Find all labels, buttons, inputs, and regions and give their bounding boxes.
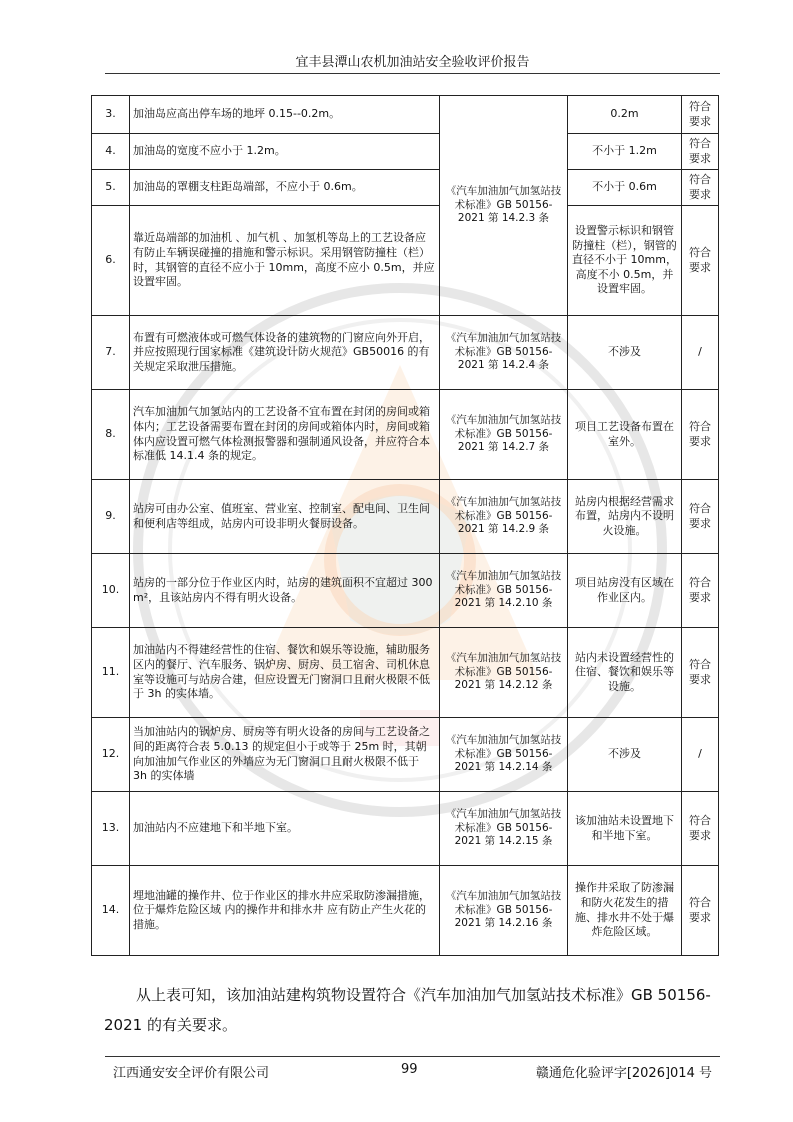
result-cell: 0.2m — [568, 96, 682, 134]
row-number: 6. — [92, 206, 130, 316]
row-number: 12. — [92, 718, 130, 792]
verdict-cell: 符合要求 — [682, 206, 719, 316]
page-header — [105, 51, 720, 74]
row-number: 9. — [92, 480, 130, 554]
requirement-cell: 站房可由办公室、值班室、营业室、控制室、配电间、卫生间和便利店等组成，站房内可设非明火餐厨设备。 — [130, 480, 440, 554]
row-number: 3. — [92, 96, 130, 134]
document-number: 赣通危化验评字[2026]014 号 — [535, 1066, 712, 1081]
verdict-cell: 符合要求 — [682, 134, 719, 170]
row-number: 11. — [92, 628, 130, 718]
result-cell: 项目工艺设备布置在室外。 — [568, 390, 682, 480]
result-cell: 不小于 1.2m — [568, 134, 682, 170]
verdict-cell: 符合要求 — [682, 480, 719, 554]
requirement-cell: 汽车加油加气加氢站内的工艺设备不宜布置在封闭的房间或箱体内；工艺设备需要布置在封闭的房间或箱体内时，房间或箱体内应设置可燃气体检测报警器和强制通风设备，并应符合本标准低 14.1.4 条的规定。 — [130, 390, 440, 480]
header-title: 宜丰县潭山农机加油站安全验收评价报告 — [295, 55, 530, 70]
table-row — [92, 792, 719, 866]
requirement-cell: 布置有可燃液体或可燃气体设备的建筑物的门窗应向外开启，并应按照现行国家标准《建筑设计防火规范》GB50016 的有关规定采取泄压措施。 — [130, 316, 440, 390]
verdict-cell: 符合要求 — [682, 554, 719, 628]
verdict-cell: 符合要求 — [682, 390, 719, 480]
table-row — [92, 316, 719, 390]
requirement-cell: 加油站内不得建经营性的住宿、餐饮和娱乐等设施，辅助服务区内的餐厅、汽车服务、锅炉房、厨房、员工宿舍、司机休息室等设施可与站房合建，但应设置无门窗洞口且耐火极限不低于 3h 的实体墙。 — [130, 628, 440, 718]
verdict-cell: 符合要求 — [682, 866, 719, 956]
result-cell: 设置警示标识和钢管防撞柱（栏），钢管的直径不小于 10mm，高度不小 0.5m，并设置牢固。 — [568, 206, 682, 316]
table-row — [92, 554, 719, 628]
result-cell: 站内未设置经营性的住宿、餐饮和娱乐等设施。 — [568, 628, 682, 718]
verdict-cell: 符合要求 — [682, 170, 719, 206]
table-row — [92, 718, 719, 792]
standard-cell: 《汽车加油加气加氢站技术标准》GB 50156-2021 第 14.2.9 条 — [440, 480, 568, 554]
table-row — [92, 480, 719, 554]
result-cell: 项目站房没有区域在作业区内。 — [568, 554, 682, 628]
result-cell: 操作井采取了防渗漏和防火花发生的措施、排水井不处于爆炸危险区域。 — [568, 866, 682, 956]
standard-cell: 《汽车加油加气加氢站技术标准》GB 50156-2021 第 14.2.14 条 — [440, 718, 568, 792]
row-number: 7. — [92, 316, 130, 390]
standard-cell-merged: 《汽车加油加气加氢站技术标准》GB 50156-2021 第 14.2.3 条 — [440, 96, 568, 316]
result-cell: 站房内根据经营需求布置，站房内不设明火设施。 — [568, 480, 682, 554]
table-row — [92, 206, 719, 316]
requirement-cell: 加油岛的宽度不应小于 1.2m。 — [130, 134, 440, 170]
requirement-cell: 站房的一部分位于作业区内时，站房的建筑面积不宜超过 300 m²，且该站房内不得有明火设备。 — [130, 554, 440, 628]
verdict-cell: / — [682, 316, 719, 390]
standard-cell: 《汽车加油加气加氢站技术标准》GB 50156-2021 第 14.2.12 条 — [440, 628, 568, 718]
verdict-cell: 符合要求 — [682, 628, 719, 718]
requirement-cell: 当加油站内的锅炉房、厨房等有明火设备的房间与工艺设备之间的距离符合表 5.0.13 的规定但小于或等于 25m 时，其朝向加油加气作业区的外墙应为无门窗洞口且耐火极限不低于 3h 的实体墙 — [130, 718, 440, 792]
conclusion-paragraph: 从上表可知，该加油站建构筑物设置符合《汽车加油加气加氢站技术标准》GB 50156-2021 的有关要求。 — [104, 986, 711, 1034]
row-number: 13. — [92, 792, 130, 866]
result-cell: 不涉及 — [568, 718, 682, 792]
requirement-cell: 加油岛的罩棚支柱距岛端部，不应小于 0.6m。 — [130, 170, 440, 206]
row-number: 14. — [92, 866, 130, 956]
row-number: 8. — [92, 390, 130, 480]
page-footer — [105, 1056, 720, 1079]
table-row — [92, 96, 719, 134]
footer-company: 江西通安安全评价有限公司 — [113, 1066, 270, 1081]
result-cell: 不涉及 — [568, 316, 682, 390]
standard-cell: 《汽车加油加气加氢站技术标准》GB 50156-2021 第 14.2.4 条 — [440, 316, 568, 390]
verdict-cell: 符合要求 — [682, 792, 719, 866]
acceptance-table — [91, 95, 719, 956]
row-number: 10. — [92, 554, 130, 628]
requirement-cell: 加油岛应高出停车场的地坪 0.15--0.2m。 — [130, 96, 440, 134]
table-row — [92, 170, 719, 206]
table-row — [92, 390, 719, 480]
table-row — [92, 628, 719, 718]
verdict-cell: / — [682, 718, 719, 792]
requirement-cell: 加油站内不应建地下和半地下室。 — [130, 792, 440, 866]
table-row — [92, 134, 719, 170]
standard-cell: 《汽车加油加气加氢站技术标准》GB 50156-2021 第 14.2.16 条 — [440, 866, 568, 956]
row-number: 4. — [92, 134, 130, 170]
result-cell: 不小于 0.6m — [568, 170, 682, 206]
standard-cell: 《汽车加油加气加氢站技术标准》GB 50156-2021 第 14.2.10 条 — [440, 554, 568, 628]
requirement-cell: 埋地油罐的操作井、位于作业区的排水井应采取防渗漏措施，位于爆炸危险区域 内的操作井和排水井 应有防止产生火花的措施。 — [130, 866, 440, 956]
standard-cell: 《汽车加油加气加氢站技术标准》GB 50156-2021 第 14.2.15 条 — [440, 792, 568, 866]
row-number: 5. — [92, 170, 130, 206]
page-number: 99 — [401, 1062, 418, 1077]
result-cell: 该加油站未设置地下和半地下室。 — [568, 792, 682, 866]
standard-cell: 《汽车加油加气加氢站技术标准》GB 50156-2021 第 14.2.7 条 — [440, 390, 568, 480]
requirement-cell: 靠近岛端部的加油机 、加气机 、加氢机等岛上的工艺设备应有防止车辆误碰撞的措施和警示标识。采用钢管防撞柱（栏）时，其钢管的直径不应小于 10mm，高度不应小 0.5m，并应设置牢固。 — [130, 206, 440, 316]
verdict-cell: 符合要求 — [682, 96, 719, 134]
table-row — [92, 866, 719, 956]
